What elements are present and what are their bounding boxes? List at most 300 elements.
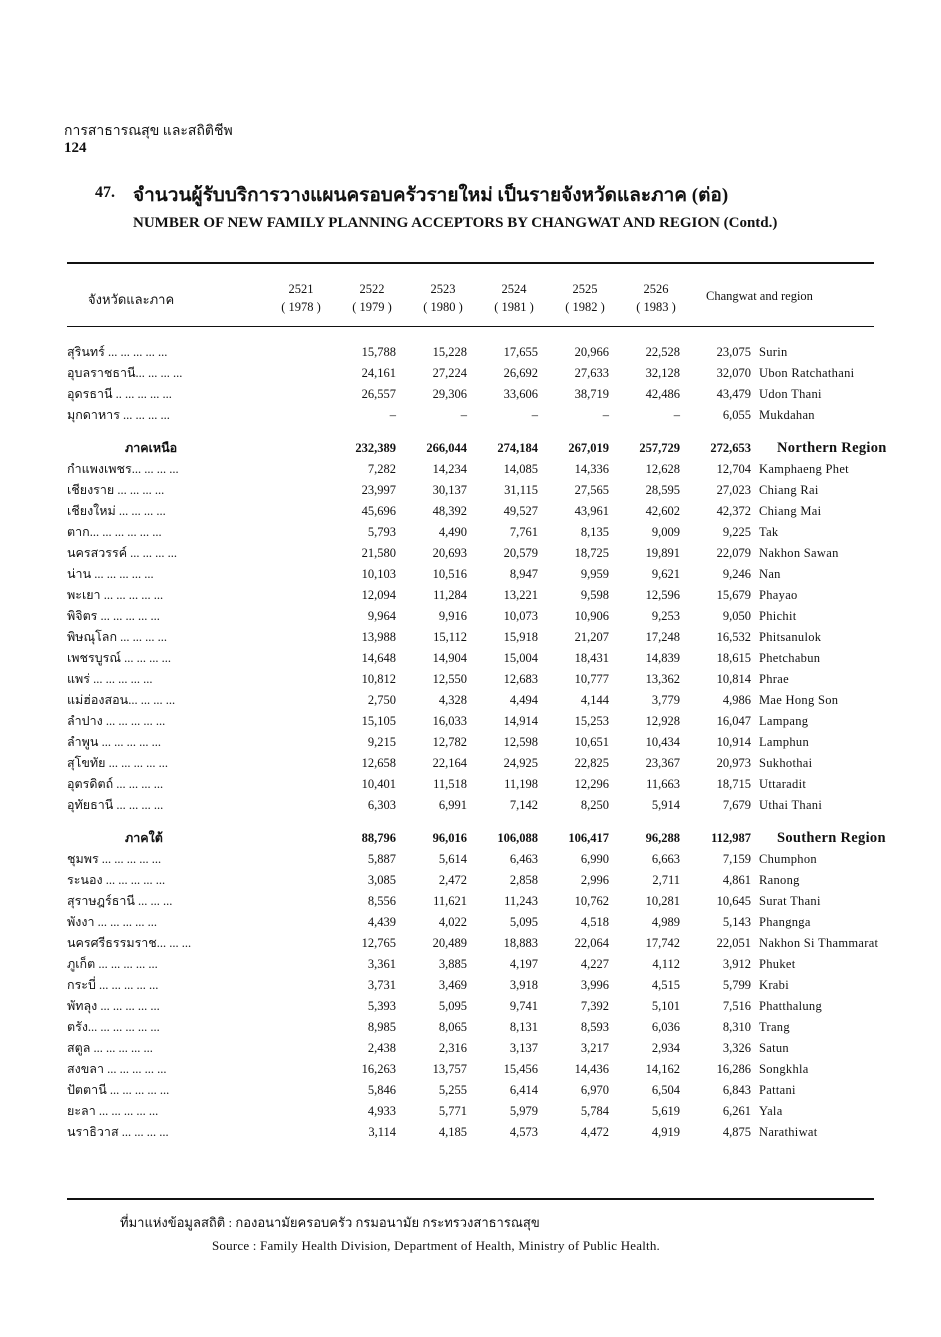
value-cell: 3,885	[438, 957, 467, 971]
value-cell: 21,580	[361, 546, 396, 560]
value-cell: –	[460, 408, 467, 422]
spacer-row	[67, 816, 887, 828]
changwat-english: Surat Thani	[759, 894, 821, 908]
value-cell: 18,615	[716, 651, 751, 665]
value-cell: –	[602, 408, 609, 422]
changwat-thai: นครสวรรค์ ... ... ... ...	[67, 546, 178, 560]
table-row	[67, 996, 887, 1017]
value-cell: 17,248	[645, 630, 680, 644]
value-cell: 4,989	[651, 915, 680, 929]
value-cell: 3,085	[367, 873, 396, 887]
value-cell: 266,044	[426, 441, 467, 455]
changwat-thai: มุกดาหาร ... ... ... ...	[67, 408, 170, 422]
value-cell: 13,988	[361, 630, 396, 644]
changwat-thai: สุราษฎร์ธานี ... ... ...	[67, 894, 173, 908]
changwat-english: Chiang Mai	[759, 504, 822, 518]
changwat-english: Trang	[759, 1020, 790, 1034]
table-number: 47.	[95, 184, 115, 201]
year-be: 2526	[643, 282, 669, 296]
value-cell: 10,914	[716, 735, 751, 749]
changwat-english: Phangnga	[759, 915, 811, 929]
changwat-english: Phuket	[759, 957, 796, 971]
value-cell: 17,655	[503, 345, 538, 359]
table-row	[67, 732, 887, 753]
value-cell: 9,009	[651, 525, 680, 539]
value-cell: 20,966	[574, 345, 609, 359]
value-cell: 20,973	[716, 756, 751, 770]
value-cell: 12,765	[361, 936, 396, 950]
value-cell: 5,393	[367, 999, 396, 1013]
value-cell: 3,137	[509, 1041, 538, 1055]
changwat-english: Songkhla	[759, 1062, 809, 1076]
value-cell: 27,633	[574, 366, 609, 380]
value-cell: 232,389	[355, 441, 396, 455]
value-cell: 3,779	[651, 693, 680, 707]
value-cell: 6,303	[367, 798, 396, 812]
value-cell: 10,814	[716, 672, 751, 686]
value-cell: 10,073	[503, 609, 538, 623]
data-table	[67, 342, 887, 1143]
value-cell: 4,494	[509, 693, 538, 707]
value-cell: 4,472	[580, 1125, 609, 1139]
value-cell: 22,079	[716, 546, 751, 560]
table-row	[67, 459, 887, 480]
value-cell: 15,788	[361, 345, 396, 359]
value-cell: 42,372	[716, 504, 751, 518]
changwat-thai: อุตรดิตถ์ ... ... ... ...	[67, 777, 164, 791]
value-cell: 5,799	[722, 978, 751, 992]
title-thai: จำนวนผู้รับบริการวางแผนครอบครัวรายใหม่ เป็นรายจังหวัดและภาค (ต่อ)	[133, 185, 729, 206]
value-cell: 5,255	[438, 1083, 467, 1097]
value-cell: 12,296	[574, 777, 609, 791]
table-row	[67, 933, 887, 954]
changwat-thai: นครศรีธรรมราช... ... ...	[67, 936, 192, 950]
changwat-thai: ภาคใต้	[125, 831, 163, 845]
year-header	[623, 280, 689, 316]
year-be: 2523	[430, 282, 456, 296]
value-cell: 23,367	[645, 756, 680, 770]
value-cell: 3,996	[580, 978, 609, 992]
value-cell: 16,047	[716, 714, 751, 728]
changwat-english: Tak	[759, 525, 779, 539]
year-header	[552, 280, 618, 316]
value-cell: 5,979	[509, 1104, 538, 1118]
value-cell: 14,336	[574, 462, 609, 476]
value-cell: 18,883	[503, 936, 538, 950]
value-cell: 4,986	[722, 693, 751, 707]
value-cell: 4,573	[509, 1125, 538, 1139]
value-cell: 33,606	[503, 387, 538, 401]
value-cell: 10,645	[716, 894, 751, 908]
value-cell: 6,261	[722, 1104, 751, 1118]
value-cell: 27,023	[716, 483, 751, 497]
value-cell: 49,527	[503, 504, 538, 518]
changwat-thai: ภาคเหนือ	[125, 441, 178, 455]
value-cell: 22,528	[645, 345, 680, 359]
value-cell: 2,711	[652, 873, 680, 887]
table-row	[67, 774, 887, 795]
changwat-thai: สงขลา ... ... ... ... ...	[67, 1062, 167, 1076]
value-cell: 2,316	[438, 1041, 467, 1055]
value-cell: 10,812	[361, 672, 396, 686]
region-row	[67, 828, 887, 849]
year-be: 2522	[359, 282, 385, 296]
value-cell: 22,825	[574, 756, 609, 770]
table-row	[67, 711, 887, 732]
value-cell: 3,326	[722, 1041, 751, 1055]
year-be: 2524	[501, 282, 527, 296]
value-cell: 42,486	[645, 387, 680, 401]
value-cell: 14,914	[503, 714, 538, 728]
table-row	[67, 795, 887, 816]
value-cell: 267,019	[568, 441, 609, 455]
changwat-english: Phetchabun	[759, 651, 821, 665]
year-be: 2521	[288, 282, 314, 296]
value-cell: 8,250	[580, 798, 609, 812]
value-cell: 2,996	[580, 873, 609, 887]
table-row	[67, 384, 887, 405]
value-cell: 106,088	[497, 831, 538, 845]
value-cell: 27,224	[432, 366, 467, 380]
value-cell: 10,401	[361, 777, 396, 791]
value-cell: 16,532	[716, 630, 751, 644]
changwat-english: Lamphun	[759, 735, 810, 749]
value-cell: 12,094	[361, 588, 396, 602]
value-cell: 2,934	[651, 1041, 680, 1055]
table-row	[67, 543, 887, 564]
value-cell: 23,997	[361, 483, 396, 497]
value-cell: 2,858	[509, 873, 538, 887]
value-cell: 8,131	[509, 1020, 538, 1034]
changwat-english: Satun	[759, 1041, 789, 1055]
table-row	[67, 342, 887, 363]
changwat-english: Phichit	[759, 609, 797, 623]
value-cell: 7,516	[722, 999, 751, 1013]
value-cell: 10,906	[574, 609, 609, 623]
value-cell: 45,696	[361, 504, 396, 518]
value-cell: 4,515	[651, 978, 680, 992]
changwat-english: Phayao	[759, 588, 798, 602]
changwat-thai: เพชรบูรณ์ ... ... ... ...	[67, 651, 171, 665]
changwat-thai: อุทัยธานี ... ... ... ...	[67, 798, 164, 812]
value-cell: 13,362	[645, 672, 680, 686]
value-cell: 5,619	[651, 1104, 680, 1118]
value-cell: 9,246	[722, 567, 751, 581]
changwat-thai: พัทลุง ... ... ... ... ...	[67, 999, 160, 1013]
table-row	[67, 753, 887, 774]
value-cell: –	[673, 408, 680, 422]
changwat-thai: อุบลราชธานี... ... ... ...	[67, 366, 183, 380]
value-cell: 5,793	[367, 525, 396, 539]
value-cell: 4,197	[509, 957, 538, 971]
value-cell: 7,761	[509, 525, 538, 539]
changwat-english: Phitsanulok	[759, 630, 822, 644]
value-cell: 4,439	[367, 915, 396, 929]
value-cell: 12,596	[645, 588, 680, 602]
changwat-thai: ชุมพร ... ... ... ... ...	[67, 852, 162, 866]
changwat-thai: ปัตตานี ... ... ... ... ...	[67, 1083, 170, 1097]
value-cell: 14,436	[574, 1062, 609, 1076]
changwat-english: Surin	[759, 345, 788, 359]
changwat-english: Narathiwat	[759, 1125, 818, 1139]
table-row	[67, 690, 887, 711]
value-cell: 12,683	[503, 672, 538, 686]
year-ad: ( 1983 )	[636, 300, 676, 314]
value-cell: 20,693	[432, 546, 467, 560]
value-cell: 12,704	[716, 462, 751, 476]
value-cell: 11,243	[504, 894, 538, 908]
value-cell: 26,692	[503, 366, 538, 380]
value-cell: 4,144	[580, 693, 609, 707]
changwat-thai: กำแพงเพชร... ... ... ...	[67, 462, 179, 476]
value-cell: 22,051	[716, 936, 751, 950]
value-cell: 5,095	[509, 915, 538, 929]
value-cell: 96,288	[645, 831, 680, 845]
value-cell: 5,771	[438, 1104, 467, 1118]
table-row	[67, 870, 887, 891]
value-cell: 14,234	[432, 462, 467, 476]
value-cell: 17,742	[645, 936, 680, 950]
table-row	[67, 363, 887, 384]
value-cell: 88,796	[361, 831, 396, 845]
year-header	[339, 280, 405, 316]
value-cell: 4,933	[367, 1104, 396, 1118]
value-cell: 8,593	[580, 1020, 609, 1034]
value-cell: 10,281	[645, 894, 680, 908]
table-row	[67, 891, 887, 912]
changwat-english: Phrae	[759, 672, 789, 686]
value-cell: 8,556	[367, 894, 396, 908]
value-cell: 8,310	[722, 1020, 751, 1034]
value-cell: 13,757	[432, 1062, 467, 1076]
source-thai: ที่มาแห่งข้อมูลสถิติ : กองอนามัยครอบครัว กรมอนามัย กระทรวงสาธารณสุข	[120, 1215, 540, 1230]
table-row	[67, 1038, 887, 1059]
spacer-cell	[67, 426, 887, 438]
changwat-english: Ranong	[759, 873, 800, 887]
changwat-thai: ลำพูน ... ... ... ... ...	[67, 735, 161, 749]
changwat-english: Yala	[759, 1104, 783, 1118]
table-row	[67, 1059, 887, 1080]
value-cell: 43,479	[716, 387, 751, 401]
value-cell: 12,628	[645, 462, 680, 476]
year-ad: ( 1982 )	[565, 300, 605, 314]
value-cell: 12,550	[432, 672, 467, 686]
value-cell: 11,621	[433, 894, 467, 908]
value-cell: 14,839	[645, 651, 680, 665]
changwat-thai: พิจิตร ... ... ... ... ...	[67, 609, 160, 623]
value-cell: 9,916	[438, 609, 467, 623]
changwat-english: Northern Region	[777, 440, 887, 456]
value-cell: 5,784	[580, 1104, 609, 1118]
changwat-thai: ลำปาง ... ... ... ... ...	[67, 714, 166, 728]
changwat-english: Sukhothai	[759, 756, 813, 770]
value-cell: 15,456	[503, 1062, 538, 1076]
section-header: การสาธารณสุข และสถิติชีพ	[64, 124, 233, 139]
value-cell: 2,438	[367, 1041, 396, 1055]
changwat-english: Chumphon	[759, 852, 817, 866]
value-cell: 2,750	[367, 693, 396, 707]
value-cell: 106,417	[568, 831, 609, 845]
value-cell: 5,914	[651, 798, 680, 812]
year-ad: ( 1979 )	[352, 300, 392, 314]
changwat-thai: ระนอง ... ... ... ... ...	[67, 873, 166, 887]
value-cell: 3,912	[722, 957, 751, 971]
changwat-thai: ตาก... ... ... ... ... ...	[67, 525, 162, 539]
table-row	[67, 480, 887, 501]
value-cell: 4,112	[652, 957, 680, 971]
value-cell: 4,875	[722, 1125, 751, 1139]
value-cell: 28,595	[645, 483, 680, 497]
value-cell: 14,648	[361, 651, 396, 665]
value-cell: 9,621	[651, 567, 680, 581]
value-cell: 4,490	[438, 525, 467, 539]
changwat-english: Phatthalung	[759, 999, 823, 1013]
column-header-english: Changwat and region	[706, 289, 813, 303]
value-cell: 48,392	[432, 504, 467, 518]
value-cell: 18,715	[716, 777, 751, 791]
changwat-thai: ภูเก็ต ... ... ... ... ...	[67, 957, 158, 971]
value-cell: 5,095	[438, 999, 467, 1013]
year-be: 2525	[572, 282, 598, 296]
changwat-english: Ubon Ratchathani	[759, 366, 855, 380]
value-cell: 27,565	[574, 483, 609, 497]
changwat-thai: เชียงราย ... ... ... ...	[67, 483, 165, 497]
value-cell: 14,162	[645, 1062, 680, 1076]
value-cell: 257,729	[639, 441, 680, 455]
value-cell: 8,135	[580, 525, 609, 539]
value-cell: 7,159	[722, 852, 751, 866]
value-cell: 6,991	[438, 798, 467, 812]
value-cell: 4,022	[438, 915, 467, 929]
changwat-english: Uthai Thani	[759, 798, 823, 812]
bottom-rule	[67, 1198, 874, 1200]
value-cell: 7,392	[580, 999, 609, 1013]
value-cell: 6,036	[651, 1020, 680, 1034]
value-cell: 5,887	[367, 852, 396, 866]
value-cell: 31,115	[504, 483, 538, 497]
value-cell: 4,518	[580, 915, 609, 929]
value-cell: 3,217	[580, 1041, 609, 1055]
table-row	[67, 522, 887, 543]
value-cell: 5,143	[722, 915, 751, 929]
value-cell: 10,777	[574, 672, 609, 686]
value-cell: 15,112	[433, 630, 467, 644]
column-header-thai: จังหวัดและภาค	[88, 292, 175, 307]
value-cell: 272,653	[710, 441, 751, 455]
value-cell: 10,516	[432, 567, 467, 581]
value-cell: 21,207	[574, 630, 609, 644]
value-cell: 11,663	[646, 777, 680, 791]
value-cell: 16,263	[361, 1062, 396, 1076]
region-row	[67, 438, 887, 459]
value-cell: 22,164	[432, 756, 467, 770]
changwat-english: Pattani	[759, 1083, 796, 1097]
value-cell: 9,253	[651, 609, 680, 623]
table-row	[67, 405, 887, 426]
value-cell: 3,918	[509, 978, 538, 992]
value-cell: 7,142	[509, 798, 538, 812]
value-cell: 19,891	[645, 546, 680, 560]
value-cell: 6,843	[722, 1083, 751, 1097]
value-cell: 6,055	[722, 408, 751, 422]
value-cell: 4,328	[438, 693, 467, 707]
source-english: Source : Family Health Division, Department of Health, Ministry of Public Health.	[212, 1238, 661, 1253]
value-cell: 274,184	[497, 441, 538, 455]
top-rule	[67, 262, 874, 264]
value-cell: 43,961	[574, 504, 609, 518]
value-cell: 4,185	[438, 1125, 467, 1139]
value-cell: 5,614	[438, 852, 467, 866]
value-cell: 15,228	[432, 345, 467, 359]
table-row	[67, 585, 887, 606]
table-row	[67, 501, 887, 522]
value-cell: 18,431	[574, 651, 609, 665]
value-cell: 22,064	[574, 936, 609, 950]
value-cell: 32,128	[645, 366, 680, 380]
value-cell: 9,741	[509, 999, 538, 1013]
table-row	[67, 975, 887, 996]
value-cell: 20,489	[432, 936, 467, 950]
value-cell: –	[389, 408, 396, 422]
changwat-thai: สุรินทร์ ... ... ... ... ...	[67, 345, 168, 359]
value-cell: 15,004	[503, 651, 538, 665]
changwat-thai: ยะลา ... ... ... ... ...	[67, 1104, 159, 1118]
value-cell: 12,782	[432, 735, 467, 749]
year-header	[481, 280, 547, 316]
changwat-thai: พังงา ... ... ... ... ...	[67, 915, 157, 929]
value-cell: 24,925	[503, 756, 538, 770]
value-cell: 42,602	[645, 504, 680, 518]
value-cell: 9,225	[722, 525, 751, 539]
value-cell: –	[531, 408, 538, 422]
value-cell: 29,306	[432, 387, 467, 401]
value-cell: 3,469	[438, 978, 467, 992]
table-row	[67, 912, 887, 933]
table-row	[67, 1017, 887, 1038]
table-row	[67, 1122, 887, 1143]
value-cell: 15,253	[574, 714, 609, 728]
value-cell: 9,215	[367, 735, 396, 749]
changwat-thai: แม่ฮ่องสอน... ... ... ...	[67, 693, 176, 707]
value-cell: 14,085	[503, 462, 538, 476]
value-cell: 9,050	[722, 609, 751, 623]
value-cell: 9,598	[580, 588, 609, 602]
value-cell: 2,472	[438, 873, 467, 887]
value-cell: 18,725	[574, 546, 609, 560]
value-cell: 13,221	[503, 588, 538, 602]
year-ad: ( 1981 )	[494, 300, 534, 314]
value-cell: 26,557	[361, 387, 396, 401]
changwat-english: Nakhon Si Thammarat	[759, 936, 879, 950]
table-row	[67, 648, 887, 669]
value-cell: 5,101	[651, 999, 680, 1013]
value-cell: 3,731	[367, 978, 396, 992]
value-cell: 4,919	[651, 1125, 680, 1139]
value-cell: 32,070	[716, 366, 751, 380]
value-cell: 8,065	[438, 1020, 467, 1034]
changwat-thai: นราธิวาส ... ... ... ...	[67, 1125, 169, 1139]
value-cell: 12,658	[361, 756, 396, 770]
value-cell: 4,861	[722, 873, 751, 887]
changwat-thai: เชียงใหม่ ... ... ... ...	[67, 504, 166, 518]
value-cell: 11,518	[433, 777, 467, 791]
table-row	[67, 954, 887, 975]
changwat-thai: สตูล ... ... ... ... ...	[67, 1041, 153, 1055]
changwat-thai: พะเยา ... ... ... ... ...	[67, 588, 164, 602]
value-cell: 14,904	[432, 651, 467, 665]
value-cell: 9,964	[367, 609, 396, 623]
table-row	[67, 1101, 887, 1122]
